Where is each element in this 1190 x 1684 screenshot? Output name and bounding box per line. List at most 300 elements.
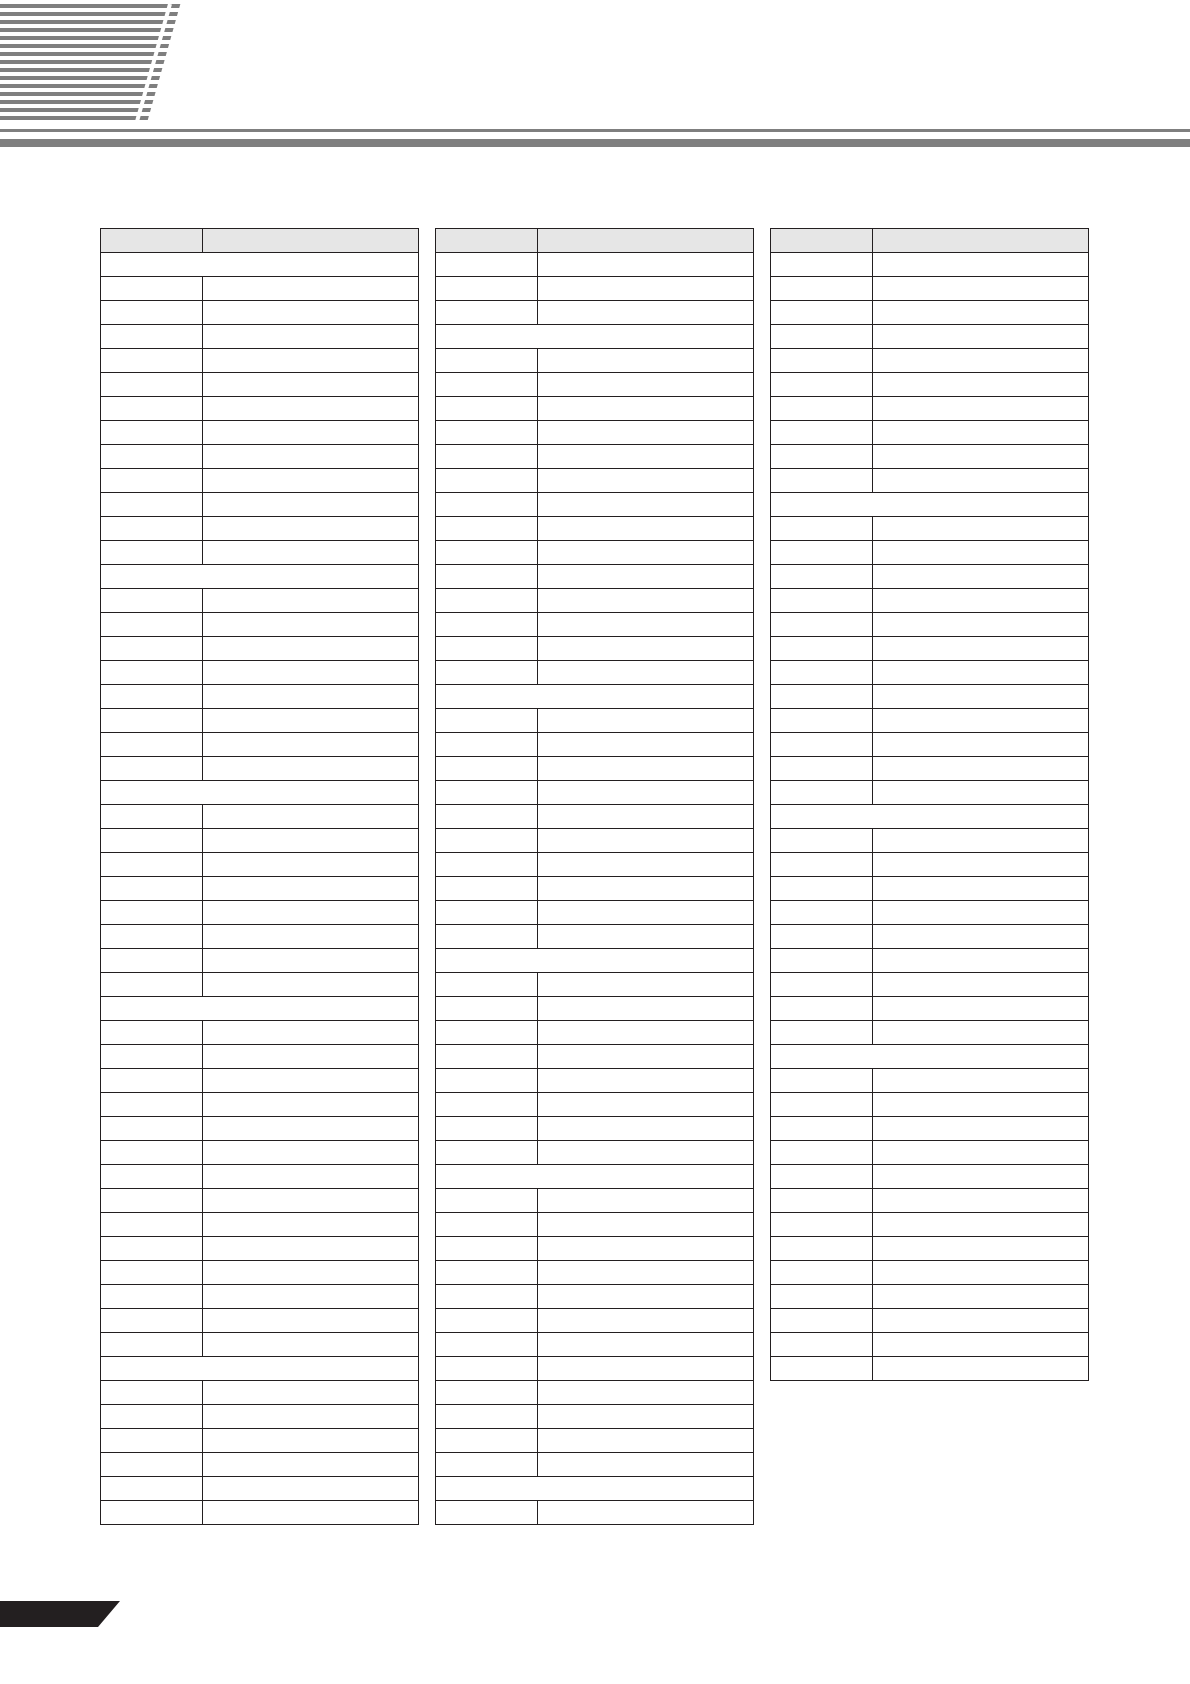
name-cell	[538, 1381, 754, 1405]
number-cell	[436, 589, 538, 613]
name-cell	[203, 685, 419, 709]
table-row	[101, 1189, 419, 1213]
number-cell	[771, 1237, 873, 1261]
name-cell	[538, 397, 754, 421]
table-row	[436, 373, 754, 397]
table-row	[101, 757, 419, 781]
name-cell	[203, 973, 419, 997]
table-row	[101, 901, 419, 925]
section-row	[101, 253, 419, 277]
number-cell	[436, 301, 538, 325]
number-cell	[771, 445, 873, 469]
table-header-row	[771, 229, 1089, 253]
name-cell	[203, 925, 419, 949]
number-cell	[436, 709, 538, 733]
section-row	[101, 565, 419, 589]
table-row	[436, 613, 754, 637]
table-row	[101, 1333, 419, 1357]
table-row	[101, 1021, 419, 1045]
name-cell	[538, 445, 754, 469]
table-row	[101, 853, 419, 877]
number-cell	[771, 541, 873, 565]
table-row	[436, 1189, 754, 1213]
number-cell	[101, 709, 203, 733]
header-cell-name	[203, 229, 419, 253]
name-cell	[873, 877, 1089, 901]
name-cell	[873, 1069, 1089, 1093]
table-row	[771, 997, 1089, 1021]
logo-stripe	[0, 92, 200, 96]
number-cell	[101, 973, 203, 997]
name-cell	[538, 1213, 754, 1237]
table-row	[771, 1069, 1089, 1093]
number-cell	[436, 517, 538, 541]
table-row	[771, 1165, 1089, 1189]
number-cell	[771, 661, 873, 685]
name-cell	[203, 1453, 419, 1477]
name-cell	[873, 1093, 1089, 1117]
name-cell	[538, 901, 754, 925]
number-cell	[101, 853, 203, 877]
table-row	[771, 877, 1089, 901]
name-cell	[873, 1237, 1089, 1261]
number-cell	[101, 349, 203, 373]
number-cell	[101, 1285, 203, 1309]
data-table-middle	[435, 228, 754, 1525]
name-cell	[538, 1237, 754, 1261]
name-cell	[873, 1333, 1089, 1357]
number-cell	[101, 325, 203, 349]
name-cell	[203, 1117, 419, 1141]
name-cell	[203, 517, 419, 541]
number-cell	[771, 877, 873, 901]
table-row	[436, 829, 754, 853]
table-row	[101, 1381, 419, 1405]
table-row	[101, 1093, 419, 1117]
table-row	[101, 1429, 419, 1453]
name-cell	[203, 1165, 419, 1189]
section-cell	[101, 565, 419, 589]
number-cell	[771, 709, 873, 733]
table-row	[436, 541, 754, 565]
table-row	[771, 1357, 1089, 1381]
number-cell	[436, 469, 538, 493]
table-header-row	[436, 229, 754, 253]
logo-stripe	[0, 12, 200, 16]
name-cell	[538, 733, 754, 757]
table-row	[101, 925, 419, 949]
number-cell	[436, 997, 538, 1021]
table-row	[101, 349, 419, 373]
table-row	[771, 685, 1089, 709]
table-row	[771, 565, 1089, 589]
section-row	[101, 997, 419, 1021]
name-cell	[538, 1357, 754, 1381]
logo-stripe	[0, 20, 200, 24]
number-cell	[101, 421, 203, 445]
table-row	[771, 1093, 1089, 1117]
table-row	[436, 397, 754, 421]
table-row	[436, 1093, 754, 1117]
name-cell	[538, 1189, 754, 1213]
section-cell	[101, 781, 419, 805]
number-cell	[101, 1501, 203, 1525]
number-cell	[101, 1189, 203, 1213]
name-cell	[873, 1261, 1089, 1285]
number-cell	[436, 853, 538, 877]
name-cell	[538, 1117, 754, 1141]
number-cell	[771, 781, 873, 805]
name-cell	[873, 373, 1089, 397]
table-row	[771, 733, 1089, 757]
number-cell	[101, 1117, 203, 1141]
number-cell	[101, 805, 203, 829]
table-row	[436, 925, 754, 949]
name-cell	[538, 1309, 754, 1333]
table-header-row	[101, 229, 419, 253]
section-row	[771, 493, 1089, 517]
number-cell	[771, 1141, 873, 1165]
name-cell	[203, 325, 419, 349]
table-row	[436, 517, 754, 541]
table-row	[436, 1069, 754, 1093]
name-cell	[203, 853, 419, 877]
table-row	[436, 781, 754, 805]
number-cell	[101, 397, 203, 421]
name-cell	[203, 637, 419, 661]
logo-stripe	[0, 84, 200, 88]
number-cell	[101, 541, 203, 565]
name-cell	[538, 1453, 754, 1477]
name-cell	[538, 877, 754, 901]
table-row	[101, 1261, 419, 1285]
table-row	[771, 829, 1089, 853]
name-cell	[203, 757, 419, 781]
name-cell	[203, 421, 419, 445]
name-cell	[538, 277, 754, 301]
number-cell	[771, 637, 873, 661]
name-cell	[873, 397, 1089, 421]
number-cell	[436, 613, 538, 637]
name-cell	[538, 469, 754, 493]
name-cell	[873, 1189, 1089, 1213]
table-row	[101, 877, 419, 901]
table-row	[771, 1261, 1089, 1285]
table-row	[436, 1045, 754, 1069]
name-cell	[873, 1021, 1089, 1045]
number-cell	[101, 1165, 203, 1189]
number-cell	[101, 301, 203, 325]
table-row	[771, 661, 1089, 685]
section-cell	[436, 1477, 754, 1501]
name-cell	[203, 1069, 419, 1093]
header-cell-name	[873, 229, 1089, 253]
name-cell	[203, 709, 419, 733]
number-cell	[771, 1261, 873, 1285]
name-cell	[538, 997, 754, 1021]
name-cell	[538, 925, 754, 949]
number-cell	[436, 1045, 538, 1069]
number-cell	[436, 1141, 538, 1165]
name-cell	[203, 1477, 419, 1501]
number-cell	[771, 997, 873, 1021]
table-row	[436, 853, 754, 877]
name-cell	[873, 277, 1089, 301]
table-row	[101, 805, 419, 829]
section-row	[436, 949, 754, 973]
logo-stripe	[0, 100, 200, 104]
name-cell	[538, 1093, 754, 1117]
name-cell	[203, 1093, 419, 1117]
number-cell	[101, 613, 203, 637]
name-cell	[873, 589, 1089, 613]
number-cell	[771, 829, 873, 853]
name-cell	[873, 1357, 1089, 1381]
number-cell	[101, 1213, 203, 1237]
name-cell	[873, 709, 1089, 733]
table-row	[771, 613, 1089, 637]
name-cell	[203, 541, 419, 565]
number-cell	[436, 1453, 538, 1477]
name-cell	[873, 757, 1089, 781]
name-cell	[873, 853, 1089, 877]
number-cell	[101, 493, 203, 517]
table-row	[771, 253, 1089, 277]
table-row	[771, 853, 1089, 877]
table-row	[101, 733, 419, 757]
data-table-right	[770, 228, 1089, 1381]
number-cell	[771, 1093, 873, 1117]
table-row	[101, 829, 419, 853]
name-cell	[538, 661, 754, 685]
table-row	[771, 1237, 1089, 1261]
number-cell	[436, 397, 538, 421]
section-cell	[101, 1357, 419, 1381]
name-cell	[873, 1213, 1089, 1237]
table-row	[436, 901, 754, 925]
number-cell	[771, 973, 873, 997]
number-cell	[436, 541, 538, 565]
name-cell	[203, 373, 419, 397]
number-cell	[771, 589, 873, 613]
header-cell-name	[538, 229, 754, 253]
table-row	[101, 1117, 419, 1141]
number-cell	[436, 373, 538, 397]
number-cell	[436, 1285, 538, 1309]
table-row	[101, 1453, 419, 1477]
section-cell	[436, 1165, 754, 1189]
number-cell	[436, 277, 538, 301]
name-cell	[203, 733, 419, 757]
section-row	[436, 325, 754, 349]
number-cell	[771, 301, 873, 325]
header-cell-number	[436, 229, 538, 253]
name-cell	[873, 421, 1089, 445]
name-cell	[538, 805, 754, 829]
name-cell	[203, 493, 419, 517]
table-row	[771, 421, 1089, 445]
number-cell	[436, 1261, 538, 1285]
logo-stripe	[0, 108, 200, 112]
number-cell	[101, 469, 203, 493]
name-cell	[538, 1285, 754, 1309]
number-cell	[436, 757, 538, 781]
number-cell	[101, 517, 203, 541]
table-row	[436, 709, 754, 733]
number-cell	[101, 661, 203, 685]
name-cell	[203, 1141, 419, 1165]
table-row	[436, 1021, 754, 1045]
name-cell	[203, 901, 419, 925]
name-cell	[873, 997, 1089, 1021]
number-cell	[771, 277, 873, 301]
name-cell	[203, 613, 419, 637]
name-cell	[538, 637, 754, 661]
name-cell	[538, 613, 754, 637]
number-cell	[101, 1333, 203, 1357]
table-row	[436, 253, 754, 277]
table-row	[101, 709, 419, 733]
table-row	[101, 493, 419, 517]
number-cell	[436, 1501, 538, 1525]
table-row	[101, 613, 419, 637]
number-cell	[101, 1309, 203, 1333]
number-cell	[436, 1333, 538, 1357]
table-row	[101, 1477, 419, 1501]
page-tab-icon	[0, 1601, 120, 1627]
name-cell	[873, 517, 1089, 541]
section-cell	[436, 949, 754, 973]
number-cell	[436, 733, 538, 757]
table-row	[436, 1333, 754, 1357]
table-row	[101, 301, 419, 325]
table-row	[436, 1309, 754, 1333]
number-cell	[771, 613, 873, 637]
table-row	[101, 685, 419, 709]
name-cell	[873, 733, 1089, 757]
name-cell	[873, 661, 1089, 685]
table-row	[771, 1309, 1089, 1333]
number-cell	[436, 1069, 538, 1093]
number-cell	[101, 733, 203, 757]
logo-stripe	[0, 28, 200, 32]
number-cell	[771, 757, 873, 781]
name-cell	[203, 1285, 419, 1309]
table-row	[101, 445, 419, 469]
name-cell	[538, 709, 754, 733]
logo-stripe	[0, 68, 200, 72]
number-cell	[771, 421, 873, 445]
logo-stripe	[0, 116, 200, 120]
name-cell	[538, 349, 754, 373]
name-cell	[873, 445, 1089, 469]
number-cell	[101, 685, 203, 709]
name-cell	[538, 973, 754, 997]
data-table-left	[100, 228, 419, 1525]
name-cell	[538, 541, 754, 565]
name-cell	[203, 1429, 419, 1453]
table-row	[101, 541, 419, 565]
number-cell	[101, 829, 203, 853]
name-cell	[203, 1501, 419, 1525]
table-row	[436, 973, 754, 997]
number-cell	[771, 325, 873, 349]
table-row	[771, 397, 1089, 421]
name-cell	[873, 325, 1089, 349]
table-row	[771, 325, 1089, 349]
table-row	[771, 589, 1089, 613]
number-cell	[101, 277, 203, 301]
number-cell	[436, 1093, 538, 1117]
table-row	[101, 1069, 419, 1093]
table-row	[436, 661, 754, 685]
table-row	[436, 493, 754, 517]
section-cell	[771, 493, 1089, 517]
name-cell	[873, 613, 1089, 637]
name-cell	[538, 829, 754, 853]
name-cell	[203, 949, 419, 973]
name-cell	[873, 901, 1089, 925]
table-row	[436, 589, 754, 613]
number-cell	[101, 373, 203, 397]
number-cell	[101, 1141, 203, 1165]
table-row	[101, 517, 419, 541]
number-cell	[101, 637, 203, 661]
section-cell	[771, 805, 1089, 829]
number-cell	[436, 253, 538, 277]
name-cell	[203, 349, 419, 373]
number-cell	[101, 1405, 203, 1429]
number-cell	[771, 1165, 873, 1189]
number-cell	[436, 805, 538, 829]
table-row	[436, 469, 754, 493]
table-row	[101, 325, 419, 349]
table-row	[436, 565, 754, 589]
table-row	[101, 1501, 419, 1525]
name-cell	[873, 1141, 1089, 1165]
number-cell	[101, 757, 203, 781]
table-row	[436, 805, 754, 829]
table-row	[436, 1285, 754, 1309]
name-cell	[538, 301, 754, 325]
table-row	[771, 1141, 1089, 1165]
number-cell	[101, 1429, 203, 1453]
name-cell	[203, 1213, 419, 1237]
number-cell	[436, 349, 538, 373]
table-row	[771, 637, 1089, 661]
name-cell	[538, 1069, 754, 1093]
number-cell	[771, 1333, 873, 1357]
name-cell	[203, 829, 419, 853]
table-row	[101, 1309, 419, 1333]
table-row	[436, 301, 754, 325]
number-cell	[436, 1309, 538, 1333]
number-cell	[436, 1429, 538, 1453]
number-cell	[771, 853, 873, 877]
table-row	[101, 589, 419, 613]
name-cell	[203, 1189, 419, 1213]
name-cell	[873, 469, 1089, 493]
name-cell	[873, 925, 1089, 949]
number-cell	[771, 1357, 873, 1381]
table-row	[101, 949, 419, 973]
table-row	[101, 973, 419, 997]
table-row	[101, 469, 419, 493]
table-row	[436, 1405, 754, 1429]
table-row	[436, 877, 754, 901]
name-cell	[873, 1165, 1089, 1189]
name-cell	[203, 469, 419, 493]
